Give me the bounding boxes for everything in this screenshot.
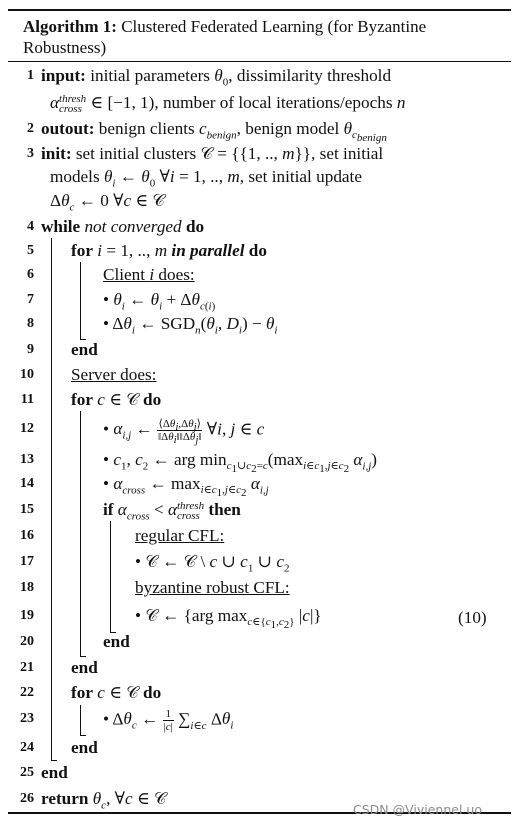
line-content: for c ∈ 𝒞 do (71, 683, 162, 702)
algorithm-line (0, 577, 519, 599)
algorithm-line (0, 449, 519, 476)
algorithm-line (0, 339, 519, 361)
algorithm-line (0, 190, 519, 212)
line-content: while not converged do (41, 217, 205, 236)
algorithm-line (0, 65, 519, 87)
line-number: 2 (27, 121, 34, 136)
watermark: CSDN @Viviennel uo (353, 802, 482, 817)
line-number: 20 (20, 634, 34, 649)
input-keyword: input: (41, 66, 86, 85)
algorithm-line (0, 289, 519, 311)
if-keyword: if (103, 500, 114, 519)
end-keyword: end (41, 763, 68, 782)
line-content: outout: benign clients $c_{benign}$, benign model $\theta_{c_{benign}}$ (41, 119, 387, 145)
algorithm-line (0, 473, 519, 500)
byzantine-cfl-label: byzantine robust CFL: (135, 578, 290, 597)
line-number: 14 (20, 476, 34, 491)
server-section-label: Server does: (71, 365, 157, 384)
line-content: for i = 1, .., m in parallel do (71, 241, 267, 260)
line-content: • 𝒞 ← 𝒞 \ c ∪ $c_1$ ∪ $c_2$ (135, 552, 290, 575)
equation-number: (10) (458, 608, 487, 627)
line-number: 9 (27, 342, 34, 357)
line-number: 23 (20, 711, 34, 726)
line-number: 17 (20, 554, 34, 569)
algorithm-line (0, 216, 519, 238)
return-keyword: return (41, 789, 89, 808)
end-keyword: end (71, 738, 98, 757)
algorithm-line (0, 737, 519, 759)
line-number: 8 (27, 316, 34, 331)
algorithm-line (0, 525, 519, 547)
algorithm-line (0, 499, 519, 521)
algorithm-line (0, 657, 519, 679)
line-content: α thresh cross ∈ [−1, 1), number of local iterations/epochs n (50, 93, 406, 115)
for-keyword: for (71, 683, 93, 702)
end-keyword: end (103, 632, 130, 651)
algorithm-line (0, 708, 519, 733)
line-content: if $\alpha_{cross} < \alpha$ thresh cross then (103, 500, 241, 523)
for-update-block-tick (80, 735, 86, 736)
algorithm-line (0, 264, 519, 286)
line-number: 16 (20, 528, 34, 543)
line-content: • 𝒞 ← {arg $\max_{c\in\{c_1,c_2\}} |c|$} (135, 606, 322, 632)
init-keyword: init: (41, 144, 72, 163)
line-number: 1 (27, 68, 34, 83)
line-content: • $\alpha_{cross}$ ← $\max_{i\in c_1,j\in c_2} \alpha_{i,j}$ (103, 474, 269, 500)
algorithm-title (23, 16, 497, 58)
algorithm-line (0, 389, 519, 411)
for-keyword: for (71, 241, 93, 260)
line-number: 7 (27, 292, 34, 307)
algorithm-line (0, 631, 519, 653)
line-number: 18 (20, 580, 34, 595)
line-number: 22 (20, 685, 34, 700)
algorithm-line (0, 762, 519, 784)
line-content: return $\theta_c$, ∀c ∈ 𝒞 (41, 789, 167, 812)
line-content: • $\alpha_{i,j}$ ← $\frac{⟨\Delta\theta_i,\Delta\theta_j⟩}{‖\Delta\theta_i‖‖\Delta\theta_j‖}$ ∀i, j ∈ c (103, 418, 265, 447)
line-content: • $\theta_i$ ← $\theta_i + \Delta\theta_{c(i)}$ (103, 290, 216, 313)
algorithm-line (0, 364, 519, 386)
line-number: 10 (20, 367, 34, 382)
algorithm-line (0, 240, 519, 262)
end-keyword: end (71, 658, 98, 677)
algorithm-title-text: Clustered Federated Learning (for Byzantine Robustness) (23, 17, 427, 57)
client-section-label: Client i does: (103, 265, 195, 284)
end-keyword: end (71, 340, 98, 359)
output-keyword: outout: (41, 119, 95, 138)
algorithm-line (0, 313, 519, 335)
line-number: 4 (27, 219, 34, 234)
line-number: 5 (27, 243, 34, 258)
line-number: 19 (20, 608, 34, 623)
regular-cfl-label: regular CFL: (135, 526, 225, 545)
line-number: 25 (20, 765, 34, 780)
line-content: init: set initial clusters 𝒞 = {{1, .., m}}, set initial (41, 144, 384, 163)
line-content: • $\Delta\theta_c$ ← $\frac{1}{|c|}$ $\sum_{i\in c}$ $\Delta\theta_i$ (103, 708, 234, 733)
line-content: $\Delta\theta_c$ ← 0 ∀c ∈ 𝒞 (50, 191, 165, 214)
line-number: 3 (27, 146, 34, 161)
algorithm-line (0, 682, 519, 704)
line-content: models $\theta_i$ ← $\theta_0$ ∀i = 1, .., m, set initial update (50, 167, 362, 190)
algorithm-line (0, 166, 519, 188)
algorithm-line (0, 143, 519, 165)
line-content: • $c_1$, $c_2$ ← arg $\min_{c_1\cup c_2=c}(\max_{i\in c_1,j\in c_2}$ $\alpha_{i,j}$) (103, 450, 377, 476)
algorithm-line (0, 118, 519, 145)
algorithm-line (0, 418, 519, 447)
line-number: 15 (20, 502, 34, 517)
algorithm-line (0, 605, 519, 632)
for-keyword: for (71, 390, 93, 409)
while-keyword: while (41, 217, 81, 236)
line-content: • $\Delta\theta_i$ ← $SGD_n(\theta_i$, $D_i) - \theta_i$ (103, 314, 278, 337)
line-number: 26 (20, 791, 34, 806)
line-number: 13 (20, 452, 34, 467)
line-content: for c ∈ 𝒞 do (71, 390, 162, 409)
line-number: 24 (20, 740, 34, 755)
algorithm-line (0, 551, 519, 573)
line-number: 6 (27, 267, 34, 282)
algorithm-line (0, 92, 519, 114)
line-number: 12 (20, 421, 34, 436)
line-content: input: initial parameters $\theta_0$, dissimilarity threshold (41, 66, 392, 89)
line-number: 21 (20, 660, 34, 675)
while-block-tick (51, 760, 57, 761)
line-number: 11 (20, 392, 34, 407)
algorithm-header (8, 9, 511, 62)
algorithm-label: Algorithm 1: (23, 17, 117, 36)
